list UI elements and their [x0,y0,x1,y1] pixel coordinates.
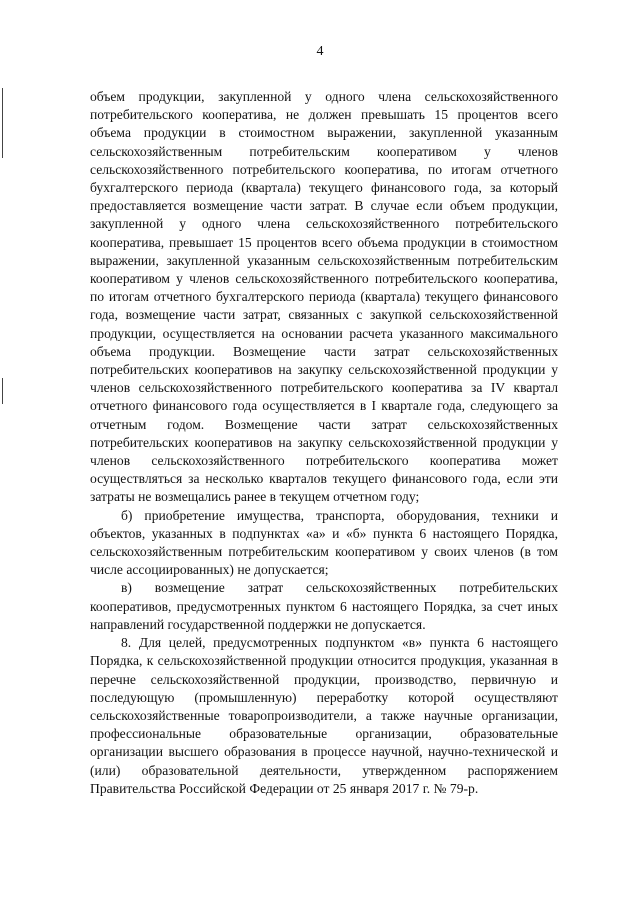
scan-edge-mark-top [2,88,3,158]
page-number: 4 [316,44,324,59]
paragraph-continuation: объем продукции, закупленной у одного члена сельскохозяйственного потребительского кооператива, не должен превышать 15 процентов всего объема продукции в стоимостном выражении, закупленной указанным сельскохозяйственным потребительским кооперативом у членов сельскохозяйственного потребительского кооператива, по итогам отчетного бухгалтерского периода (квартала) текущего финансового года, за который предоставляется возмещение части затрат. В случае если объем продукции, закупленной у одного члена сельскохозяйственного потребительского кооператива, превышает 15 процентов всего объема продукции в стоимостном выражении, закупленной указанным сельскохозяйственным потребительским кооперативом у членов сельскохозяйственного потребительского кооператива, по итогам отчетного бухгалтерского периода (квартала) текущего финансового года, возмещение части затрат, связанных с закупкой сельскохозяйственной продукции, осуществляется на основании расчета указанного максимального объема продукции. Возмещение части затрат сельскохозяйственных потребительских кооперативов на закупку сельскохозяйственной продукции у членов сельскохозяйственного потребительского кооператива за IV квартал отчетного финансового года осуществляется в I квартале года, следующего за отчетным годом. Возмещение части затрат сельскохозяйственных потребительских кооперативов на закупку сельскохозяйственной продукции у членов сельскохозяйственного потребительского кооператива может осуществляться за несколько кварталов текущего финансового года, если эти затраты не возмещались ранее в текущем отчетном году; [90,89,558,505]
paragraph-point-8: 8. Для целей, предусмотренных подпунктом «в» пункта 6 настоящего Порядка, к сельскохозяйственной продукции относится продукция, указанная в перечне сельскохозяйственной продукции, производство, первичную и последующую (промышленную) переработку которой осуществляют сельскохозяйственные товаропроизводители, а также научные организации, профессиональные образовательные организации, образовательные организации высшего образования в процессе научной, научно-технической и (или) образовательной деятельности, утвержденном распоряжением Правительства Российской Федерации от 25 января 2017 г. № 79-р. [90,635,558,796]
scan-edge-mark-middle [2,378,3,404]
document-body [90,88,558,798]
paragraph-item-b: б) приобретение имущества, транспорта, оборудования, техники и объектов, указанных в подпунктах «а» и «б» пункта 6 настоящего Порядка, сельскохозяйственным потребительским кооперативом у своих членов (в том числе ассоциированных) не допускается; [90,507,558,578]
paragraph-item-v: в) возмещение затрат сельскохозяйственных потребительских кооперативов, предусмотренных пунктом 6 настоящего Порядка, за счет иных направлений государственной поддержки не допускается. [90,580,558,632]
